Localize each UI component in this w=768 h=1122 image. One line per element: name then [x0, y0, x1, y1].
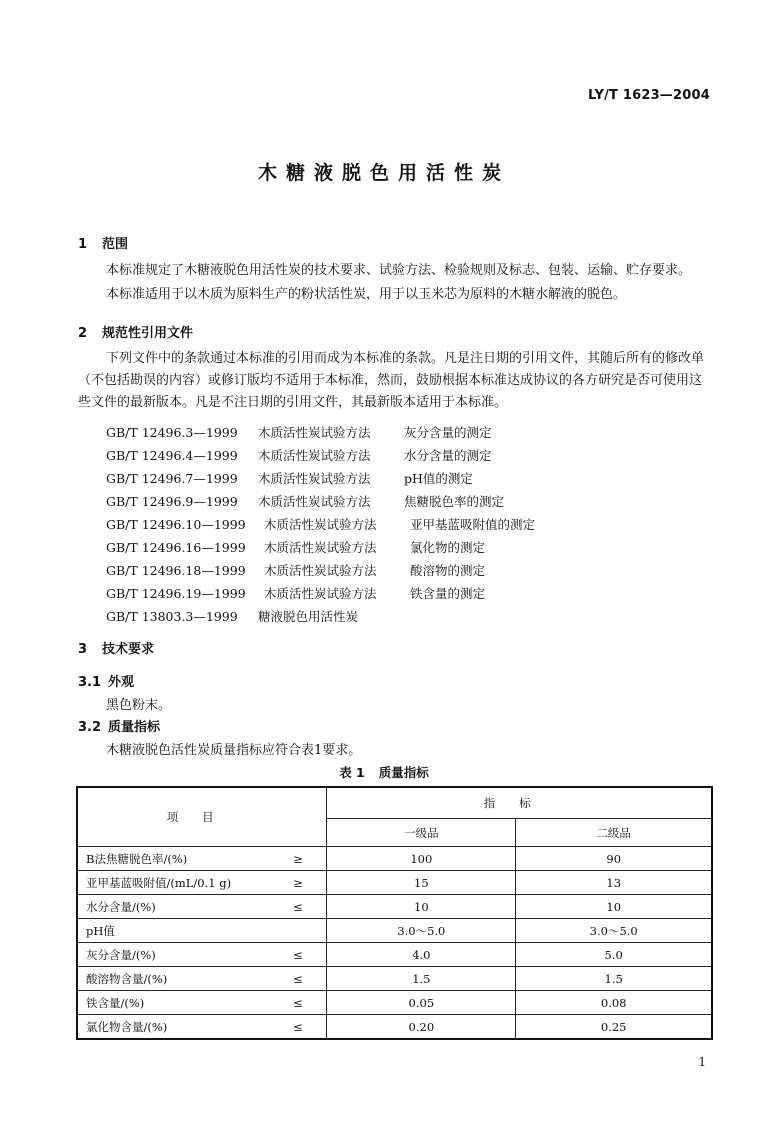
grade-2-value: 13	[516, 871, 712, 895]
reference-subject: 水分含量的测定	[404, 448, 492, 463]
grade-2-value: 3.0～5.0	[516, 919, 712, 943]
reference-title: 木质活性炭试验方法	[264, 540, 377, 555]
row-label	[77, 967, 327, 991]
row-symbol: ≥	[293, 851, 303, 866]
table-row	[77, 991, 712, 1015]
reference-subject: 酸溶物的测定	[410, 563, 486, 578]
table-row	[77, 1015, 712, 1040]
section-1-heading	[78, 233, 128, 252]
grade-2-value: 90	[516, 847, 712, 871]
reference-item	[106, 467, 535, 490]
row-name: 氯化物含量/(%)	[86, 1019, 168, 1034]
grade-2-value: 0.08	[516, 991, 712, 1015]
reference-item	[106, 605, 535, 628]
reference-code: GB/T 12496.7—1999	[106, 471, 238, 486]
quality-table	[76, 786, 713, 1040]
grade-1-value: 0.05	[327, 991, 516, 1015]
reference-title: 木质活性炭试验方法	[264, 586, 377, 601]
reference-code: GB/T 12496.10—1999	[106, 517, 246, 532]
row-symbol: ≤	[293, 1019, 303, 1034]
reference-code: GB/T 12496.18—1999	[106, 563, 246, 578]
scope-paragraph-1: 本标准规定了木糖液脱色用活性炭的技术要求、试验方法、检验规则及标志、包装、运输、贮存要求。	[106, 263, 692, 278]
section-2-heading	[78, 322, 193, 341]
section-number: 1	[78, 237, 88, 252]
row-symbol: ≤	[293, 947, 303, 962]
page-number: 1	[698, 1055, 706, 1069]
reference-item	[106, 421, 535, 444]
reference-item	[106, 444, 535, 467]
grade-2-value: 10	[516, 895, 712, 919]
grade-2-value: 0.25	[516, 1015, 712, 1040]
table-row	[77, 871, 712, 895]
section-number: 2	[78, 326, 88, 341]
header-spec: 指标	[327, 787, 712, 819]
section-title: 外观	[108, 675, 135, 690]
row-name: 水分含量/(%)	[86, 899, 156, 914]
row-symbol: ≤	[293, 995, 303, 1010]
row-symbol: ≤	[293, 899, 303, 914]
table-row	[77, 967, 712, 991]
table-row	[77, 895, 712, 919]
row-symbol: ≤	[293, 971, 303, 986]
row-label	[77, 1015, 327, 1040]
grade-2-value: 1.5	[516, 967, 712, 991]
section-3-2-heading	[78, 716, 160, 735]
row-name: 亚甲基蓝吸附值/(mL/0.1 g)	[86, 875, 232, 890]
scope-paragraph-2: 本标准适用于以木质为原料生产的粉状活性炭，用于以玉米芯为原料的木糖水解液的脱色。	[106, 287, 627, 302]
quality-text: 木糖液脱色活性炭质量指标应符合表1要求。	[106, 743, 362, 758]
header-item: 项目	[77, 787, 327, 847]
standard-code: LY/T 1623—2004	[588, 88, 710, 103]
section-title: 质量指标	[108, 720, 161, 735]
reference-list	[106, 421, 535, 628]
reference-title: 木质活性炭试验方法	[258, 448, 371, 463]
grade-1-value: 15	[327, 871, 516, 895]
reference-subject: 氯化物的测定	[410, 540, 486, 555]
row-name: 酸溶物含量/(%)	[86, 971, 168, 986]
reference-item	[106, 536, 535, 559]
row-name: pH值	[86, 923, 115, 938]
reference-subject: 亚甲基蓝吸附值的测定	[410, 517, 536, 532]
reference-title: 木质活性炭试验方法	[258, 471, 371, 486]
reference-item	[106, 490, 535, 513]
reference-title: 木质活性炭试验方法	[258, 494, 371, 509]
table-caption-number: 表 1	[339, 765, 365, 780]
reference-code: GB/T 12496.4—1999	[106, 448, 238, 463]
reference-title: 糖液脱色用活性炭	[258, 609, 359, 624]
reference-code: GB/T 12496.9—1999	[106, 494, 238, 509]
reference-item	[106, 513, 535, 536]
grade-1-value: 10	[327, 895, 516, 919]
grade-1-value: 3.0～5.0	[327, 919, 516, 943]
reference-item	[106, 559, 535, 582]
section-number: 3.1	[78, 675, 102, 690]
reference-code: GB/T 12496.19—1999	[106, 586, 246, 601]
row-label	[77, 847, 327, 871]
reference-title: 木质活性炭试验方法	[264, 563, 377, 578]
table-header-row	[77, 787, 712, 819]
grade-1-value: 4.0	[327, 943, 516, 967]
reference-subject: 铁含量的测定	[410, 586, 486, 601]
table-caption	[0, 763, 768, 781]
section-number: 3.2	[78, 720, 102, 735]
section-title: 范围	[102, 237, 129, 252]
section-3-1-heading	[78, 671, 134, 690]
grade-1-value: 100	[327, 847, 516, 871]
reference-code: GB/T 13803.3—1999	[106, 609, 238, 624]
row-name: 灰分含量/(%)	[86, 947, 156, 962]
reference-code: GB/T 12496.3—1999	[106, 425, 238, 440]
row-label	[77, 943, 327, 967]
reference-code: GB/T 12496.16—1999	[106, 540, 246, 555]
section-3-heading	[78, 638, 154, 657]
table-row	[77, 943, 712, 967]
row-label	[77, 871, 327, 895]
row-symbol: ≥	[293, 875, 303, 890]
appearance-text: 黑色粉末。	[106, 698, 172, 713]
references-intro: 下列文件中的条款通过本标准的引用而成为本标准的条款。凡是注日期的引用文件，其随后所有的修改单（不包括勘误的内容）或修订版均不适用于本标准，然而，鼓励根据本标准达成协议的各方研究是否可使用这些文件的最新版本。凡是不注日期的引用文件，其最新版本适用于本标准。	[78, 351, 705, 410]
reference-subject: 焦糖脱色率的测定	[404, 494, 505, 509]
header-grade-1: 一级品	[327, 819, 516, 847]
row-label	[77, 991, 327, 1015]
section-number: 3	[78, 642, 88, 657]
reference-subject: 灰分含量的测定	[404, 425, 492, 440]
row-label	[77, 895, 327, 919]
section-title: 规范性引用文件	[102, 326, 194, 341]
reference-item	[106, 582, 535, 605]
grade-1-value: 0.20	[327, 1015, 516, 1040]
table-caption-title: 质量指标	[378, 765, 429, 780]
grade-1-value: 1.5	[327, 967, 516, 991]
reference-title: 木质活性炭试验方法	[264, 517, 377, 532]
document-title: 木糖液脱色用活性炭	[257, 162, 510, 184]
reference-subject: pH值的测定	[404, 471, 473, 486]
header-grade-2: 二级品	[516, 819, 712, 847]
row-name: B法焦糖脱色率/(%)	[86, 851, 188, 866]
reference-title: 木质活性炭试验方法	[258, 425, 371, 440]
table-row	[77, 919, 712, 943]
section-title: 技术要求	[102, 642, 155, 657]
row-label	[77, 919, 327, 943]
table-row	[77, 847, 712, 871]
row-name: 铁含量/(%)	[86, 995, 145, 1010]
grade-2-value: 5.0	[516, 943, 712, 967]
